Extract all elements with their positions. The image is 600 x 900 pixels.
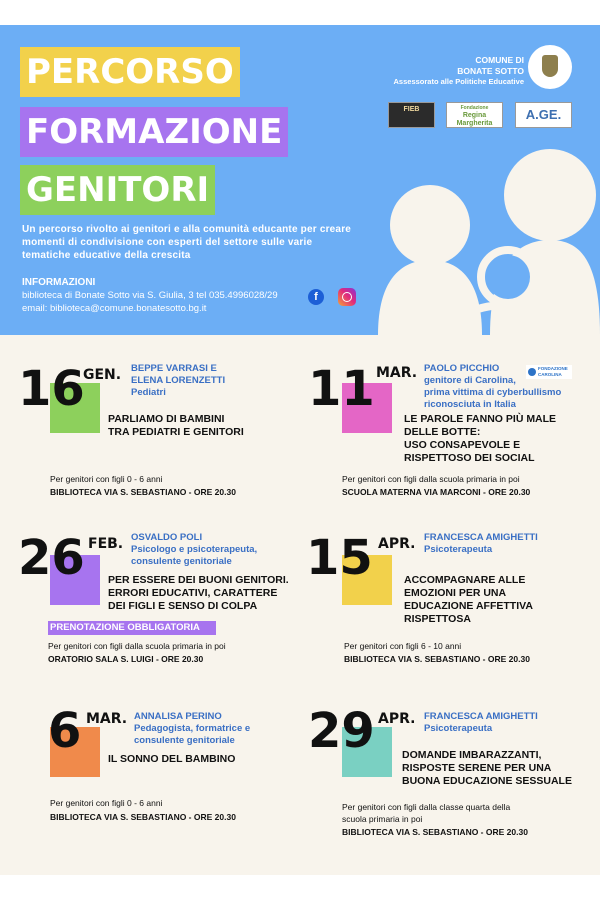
event-day: 29: [308, 703, 375, 759]
title-line: IL SONNO DEL BAMBINO: [108, 753, 236, 765]
event-audience: Per genitori con figli 6 - 10 anni: [344, 641, 462, 651]
title-line: ERRORI EDUCATIVI, CARATTERE: [108, 587, 278, 599]
regina-logo-line-3: Margherita: [456, 120, 493, 127]
title-line: DOMANDE IMBARAZZANTI,: [402, 749, 542, 761]
event-audience: Per genitori con figli 0 - 6 anni: [50, 474, 163, 484]
speaker-line: FRANCESCA AMIGHETTI: [424, 711, 538, 722]
registration-required-badge: PRENOTAZIONE OBBLIGATORIA: [48, 621, 216, 635]
title-line: EDUCAZIONE AFFETTIVA: [404, 600, 533, 612]
title-line-2: FORMAZIONE: [20, 107, 288, 157]
event-audience: [342, 801, 510, 825]
speaker-line: BEPPE VARRASI E: [131, 363, 217, 374]
event-card-11-mar: [292, 355, 592, 535]
fieb-logo-text: FIEB: [403, 106, 420, 113]
regina-margherita-logo: [446, 102, 503, 128]
event-day: 6: [48, 703, 82, 759]
speaker-line: Pediatri: [131, 387, 166, 398]
speaker-line: Pedagogista, formatrice e: [134, 723, 251, 734]
info-email[interactable]: email: biblioteca@comune.bonatesotto.bg.it: [22, 303, 207, 314]
fondazione-logo-line-1: FONDAZIONE: [538, 366, 568, 371]
title-line: ACCOMPAGNARE ALLE: [404, 574, 526, 586]
age-logo: A.GE.: [515, 102, 572, 128]
event-title: [402, 749, 572, 788]
event-title: [404, 574, 533, 626]
event-speaker: [131, 532, 257, 568]
speaker-line: FRANCESCA AMIGHETTI: [424, 532, 538, 543]
event-title: [108, 753, 235, 766]
title-line: RISPETTOSA: [404, 613, 471, 625]
speaker-line: consulente genitoriale: [131, 556, 232, 567]
event-location: BIBLIOTECA VIA S. SEBASTIANO - ORE 20.30: [50, 487, 236, 497]
event-month: APR.: [378, 536, 416, 552]
title-line: BUONA EDUCAZIONE SESSUALE: [402, 775, 572, 787]
event-title: [108, 413, 244, 439]
event-card-26-feb: [0, 530, 300, 710]
comune-line-1: COMUNE DI: [475, 55, 524, 65]
event-card-15-apr: [292, 530, 592, 710]
title-line-1: PERCORSO: [20, 47, 240, 97]
facebook-icon[interactable]: f: [308, 289, 324, 305]
speaker-line: consulente genitoriale: [134, 735, 235, 746]
event-month: MAR.: [376, 365, 418, 381]
comune-line-2: BONATE SOTTO: [457, 66, 524, 76]
speaker-line: OSVALDO POLI: [131, 532, 203, 543]
title-line-3: GENITORI: [20, 165, 215, 215]
title-line: EMOZIONI PER UNA: [404, 587, 507, 599]
fieb-logo: [388, 102, 435, 128]
event-title: [108, 574, 289, 613]
info-title: INFORMAZIONI: [22, 277, 96, 288]
event-day: 15: [306, 530, 373, 586]
event-day: 16: [18, 361, 85, 417]
event-title: [404, 413, 556, 465]
intro-text: Un percorso rivolto ai genitori e alla comunità educante per creare momenti di condivisione con esperti del settore sulle varie tematiche educative della crescita: [22, 224, 352, 261]
header: [0, 25, 600, 335]
info-address: biblioteca di Bonate Sotto via S. Giulia, 3 tel 035.4996028/29: [22, 290, 278, 301]
speaker-line: ELENA LORENZETTI: [131, 375, 226, 386]
title-line: LE PAROLE FANNO PIÙ MALE: [404, 413, 557, 425]
speaker-line: prima vittima di cyberbullismo: [424, 387, 562, 398]
regina-logo-line-1: Fondazione: [460, 105, 489, 111]
title-line: DELLE BOTTE:: [404, 426, 481, 438]
event-month: GEN.: [83, 367, 122, 383]
event-location: BIBLIOTECA VIA S. SEBASTIANO - ORE 20.30: [50, 812, 236, 822]
event-speaker: [131, 363, 225, 399]
event-card-6-mar: [0, 705, 300, 875]
title-line: RISPOSTE SERENE PER UNA: [402, 762, 552, 774]
event-card-16-gen: [0, 355, 300, 535]
fondazione-logo-line-2: CAROLINA: [538, 372, 562, 377]
speaker-line: Psicoterapeuta: [424, 544, 493, 555]
event-speaker: [424, 532, 538, 556]
title-line: USO CONSAPEVOLE E: [404, 439, 521, 451]
speaker-line: Psicologo e psicoterapeuta,: [131, 544, 258, 555]
title-line: PER ESSERE DEI BUONI GENITORI.: [108, 574, 289, 586]
event-audience: Per genitori con figli dalla scuola primaria in poi: [48, 641, 226, 651]
speaker-line: Psicoterapeuta: [424, 723, 493, 734]
event-speaker: [424, 711, 538, 735]
title-line: TRA PEDIATRI E GENITORI: [108, 426, 244, 438]
event-location: BIBLIOTECA VIA S. SEBASTIANO - ORE 20.30: [344, 654, 530, 664]
speaker-line: PAOLO PICCHIO: [424, 363, 500, 374]
comune-name: [457, 55, 524, 77]
regina-logo-line-2: Regina: [462, 112, 487, 119]
comune-crest-icon: [528, 45, 572, 89]
title-line: RISPETTOSO DEI SOCIAL: [404, 452, 535, 464]
event-month: FEB.: [88, 536, 124, 552]
title-line: PARLIAMO DI BAMBINI: [108, 413, 225, 425]
event-location: BIBLIOTECA VIA S. SEBASTIANO - ORE 20.30: [342, 827, 528, 837]
speaker-line: genitore di Carolina,: [424, 375, 516, 386]
poster: [0, 25, 600, 875]
event-location: SCUOLA MATERNA VIA MARCONI - ORE 20.30: [342, 487, 531, 497]
event-audience: Per genitori con figli dalla scuola primaria in poi: [342, 474, 520, 484]
instagram-icon[interactable]: [338, 288, 356, 306]
event-location: ORATORIO SALA S. LUIGI - ORE 20.30: [48, 654, 204, 664]
event-audience: Per genitori con figli 0 - 6 anni: [50, 798, 163, 808]
audience-line: Per genitori con figli dalla classe quarta della: [342, 802, 511, 812]
event-speaker: [134, 711, 250, 747]
audience-line: scuola primaria in poi: [342, 814, 423, 824]
title-line: DEI FIGLI E SENSO DI COLPA: [108, 600, 258, 612]
speaker-line: riconosciuta in Italia: [424, 399, 516, 410]
event-day: 11: [308, 361, 375, 417]
event-month: MAR.: [86, 711, 128, 727]
event-card-29-apr: [292, 705, 592, 875]
event-speaker: [424, 363, 561, 411]
event-month: APR.: [378, 711, 416, 727]
speaker-line: ANNALISA PERINO: [134, 711, 222, 722]
assessorato-label: Assessorato alle Politiche Educative: [393, 77, 524, 86]
event-day: 26: [18, 530, 85, 586]
